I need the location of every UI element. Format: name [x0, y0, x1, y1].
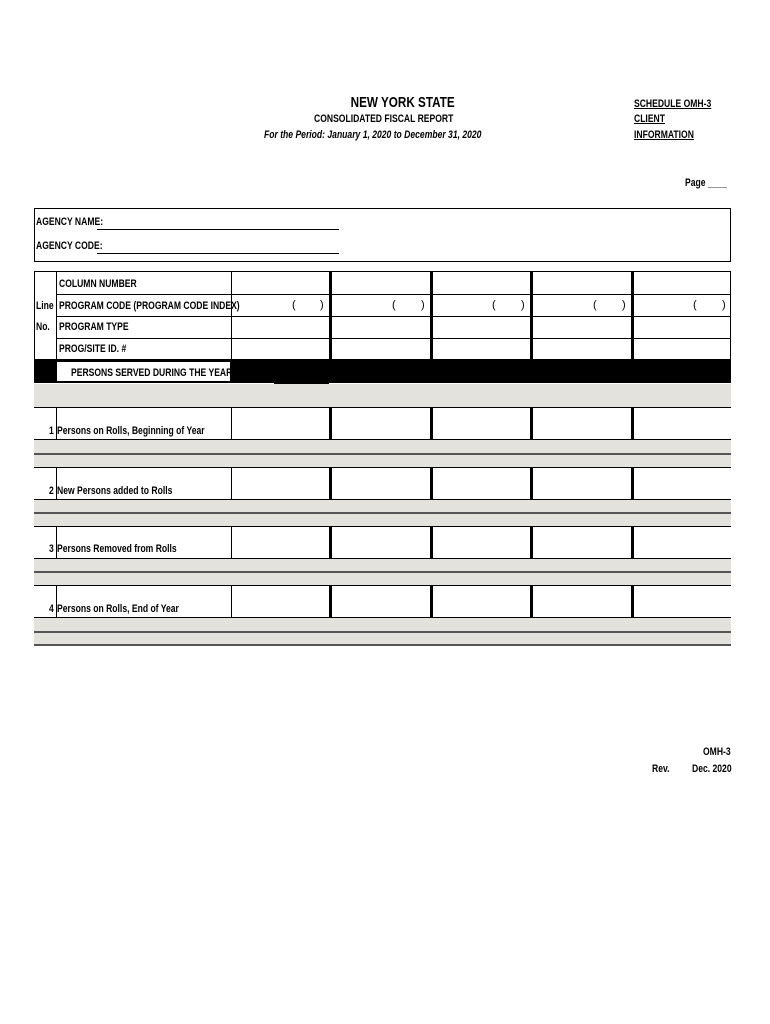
row-2-column-3-input[interactable]	[433, 468, 530, 499]
row-1-column-3-input[interactable]	[433, 408, 530, 439]
row-2-column-4-input[interactable]	[533, 468, 631, 499]
row-separator	[34, 631, 731, 633]
form-id: OMH-3	[703, 746, 731, 758]
page-number: Page ____	[685, 177, 727, 189]
line-number-divider	[56, 271, 57, 360]
row-label: Persons on Rolls, Beginning of Year	[57, 425, 205, 437]
schedule-information-label: INFORMATION	[634, 129, 694, 141]
line-label: Line	[36, 300, 54, 312]
row-number: 2	[49, 485, 54, 497]
program-code-input-col3[interactable]: (	[492, 299, 496, 311]
rev-label: Rev.	[652, 763, 670, 775]
program-code-input-col2-close: )	[421, 299, 425, 311]
header-row-divider	[56, 338, 731, 339]
row-separator	[34, 571, 731, 573]
agency-code-field[interactable]	[97, 253, 339, 254]
row-1-column-2-input[interactable]	[332, 408, 430, 439]
row-2-column-2-input[interactable]	[332, 468, 430, 499]
program-code-input-col4[interactable]: (	[593, 299, 597, 311]
column-number-label: COLUMN NUMBER	[59, 278, 137, 290]
program-code-input-col1[interactable]: (	[292, 299, 296, 311]
row-1-column-4-input[interactable]	[533, 408, 631, 439]
program-code-input-col4-close: )	[622, 299, 626, 311]
row-separator	[34, 512, 731, 514]
program-code-label: PROGRAM CODE (PROGRAM CODE INDEX)	[59, 300, 240, 312]
row-4-column-5-input[interactable]	[634, 586, 731, 617]
row-label: Persons Removed from Rolls	[57, 543, 177, 555]
rev-date: Dec. 2020	[692, 763, 732, 775]
row-number: 4	[49, 603, 54, 615]
program-type-label: PROGRAM TYPE	[59, 321, 129, 333]
row-1-column-5-input[interactable]	[634, 408, 731, 439]
row-separator	[34, 453, 731, 455]
column-divider	[329, 271, 332, 360]
row-number: 3	[49, 543, 54, 555]
row-column-divider	[231, 585, 232, 618]
header-row-divider	[56, 294, 731, 295]
row-column-divider	[231, 526, 232, 559]
column-divider	[631, 271, 634, 360]
column-divider	[231, 271, 232, 360]
row-number: 1	[49, 425, 54, 437]
column-divider	[530, 271, 533, 360]
agency-name-field[interactable]	[97, 229, 339, 230]
row-separator	[34, 644, 731, 646]
row-3-column-1-input[interactable]	[234, 527, 329, 558]
row-2-column-1-input[interactable]	[234, 468, 329, 499]
row-label: New Persons added to Rolls	[57, 485, 173, 497]
schedule-label: SCHEDULE OMH-3	[634, 98, 712, 110]
header-row-divider	[56, 316, 731, 317]
no-label: No.	[36, 321, 50, 333]
row-4-column-1-input[interactable]	[234, 586, 329, 617]
row-4-column-2-input[interactable]	[332, 586, 430, 617]
column-divider	[430, 271, 433, 360]
row-3-column-4-input[interactable]	[533, 527, 631, 558]
form-subtitle: CONSOLIDATED FISCAL REPORT	[313, 113, 454, 125]
row-label: Persons on Rolls, End of Year	[57, 603, 179, 615]
row-column-divider	[231, 467, 232, 500]
program-code-input-col5-close: )	[722, 299, 726, 311]
row-4-column-3-input[interactable]	[433, 586, 530, 617]
row-1-column-1-input[interactable]	[234, 408, 329, 439]
row-2-column-5-input[interactable]	[634, 468, 731, 499]
prog-site-id-label: PROG/SITE ID. #	[59, 343, 127, 355]
agency-name-label: AGENCY NAME:	[36, 216, 104, 228]
agency-code-label: AGENCY CODE:	[36, 240, 103, 252]
row-3-column-5-input[interactable]	[634, 527, 731, 558]
schedule-client-label: CLIENT	[634, 113, 665, 125]
program-code-input-col2[interactable]: (	[392, 299, 396, 311]
program-code-input-col3-close: )	[521, 299, 525, 311]
row-3-column-3-input[interactable]	[433, 527, 530, 558]
form-period: For the Period: January 1, 2020 to December 31, 2020	[263, 129, 482, 141]
row-3-column-2-input[interactable]	[332, 527, 430, 558]
program-code-input-col1-close: )	[320, 299, 324, 311]
form-title: NEW YORK STATE	[350, 94, 456, 111]
program-code-input-col5[interactable]: (	[693, 299, 697, 311]
section-title: PERSONS SERVED DURING THE YEAR	[71, 367, 233, 379]
row-4-column-4-input[interactable]	[533, 586, 631, 617]
